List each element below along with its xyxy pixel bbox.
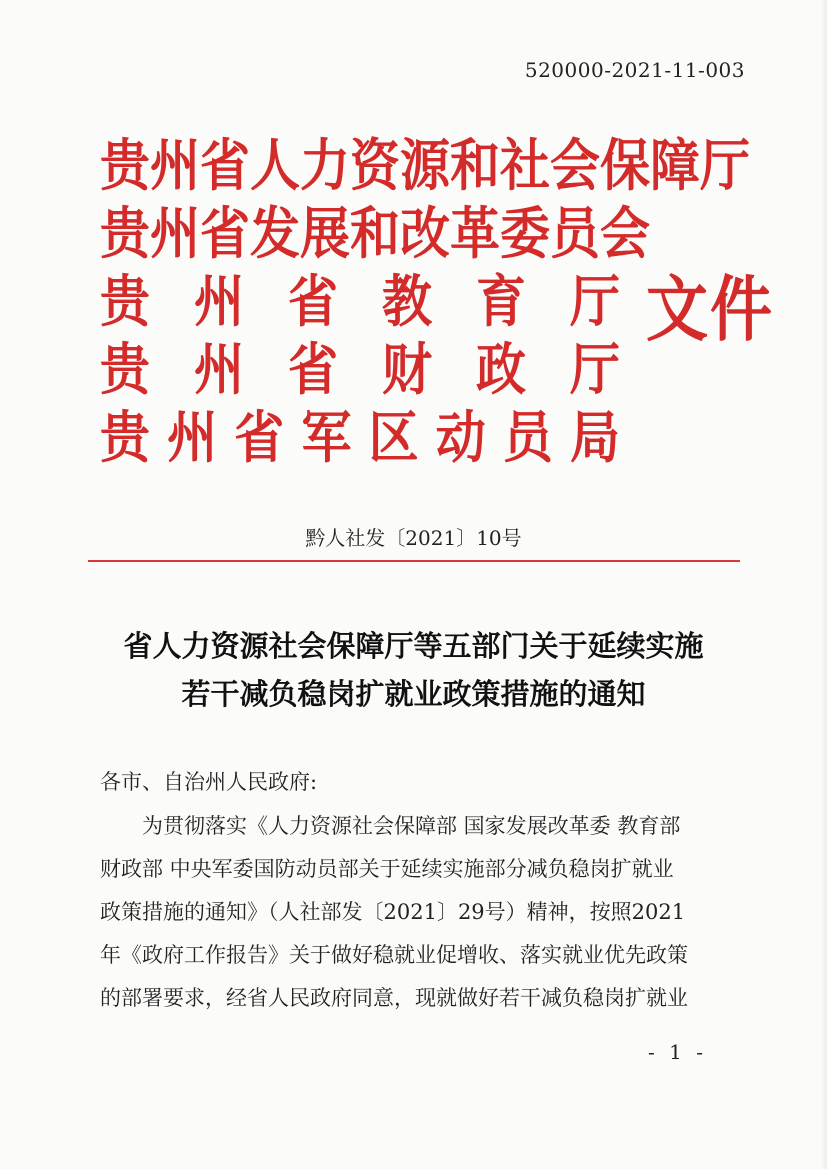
body-line: 的部署要求，经省人民政府同意，现就做好若干减负稳岗扩就业: [100, 986, 688, 1010]
scan-edge-shadow: [821, 0, 827, 1169]
issuer-char: 省: [200, 132, 250, 199]
issuer-char: 区: [368, 404, 419, 471]
issuer-char: 革: [450, 200, 500, 267]
issuer-char: 会: [550, 132, 600, 199]
issuer-char: 省: [288, 336, 338, 403]
issuer-char: 贵: [100, 404, 150, 471]
issuer-char: 教: [382, 268, 432, 335]
red-divider: [88, 560, 740, 562]
file-mark: 文件: [646, 267, 775, 352]
issuer-char: 展: [300, 200, 350, 267]
issuer-char: 州: [194, 268, 244, 335]
issuer-char: 厅: [570, 336, 620, 403]
issuer-char: 省: [200, 200, 250, 267]
issuer-education: [100, 264, 620, 340]
issuer-char: 和: [350, 200, 400, 267]
issuer-char: 会: [600, 200, 650, 267]
issuer-char: 贵: [100, 336, 150, 403]
body-line: 政策措施的通知》（人社部发〔2021〕29号）精神，按照2021: [100, 900, 686, 924]
issuer-military-mobilization: [100, 400, 620, 476]
issuer-char: 社: [500, 132, 550, 199]
issuer-char: 厅: [570, 268, 620, 335]
issuer-char: 州: [150, 132, 200, 199]
issuer-char: 州: [194, 336, 244, 403]
title-line: 若干减负稳岗扩就业政策措施的通知: [181, 677, 646, 711]
issuer-char: 贵: [100, 268, 150, 335]
issuer-ndrc: [100, 196, 650, 272]
issuer-char: 省: [288, 268, 338, 335]
issuer-char: 军: [301, 404, 352, 471]
issuer-char: 委: [500, 200, 550, 267]
salutation: 各市、自治州人民政府:: [100, 770, 318, 794]
issuer-char: 和: [450, 132, 500, 199]
body-line: 为贯彻落实《人力资源社会保障部 国家发展改革委 教育部: [142, 814, 681, 838]
issuer-char: 力: [300, 132, 350, 199]
issuer-char: 厅: [700, 132, 750, 199]
issuer-char: 人: [250, 132, 300, 199]
issuer-char: 发: [250, 200, 300, 267]
issuer-char: 育: [476, 268, 526, 335]
document-id: 520000-2021-11-003: [524, 58, 745, 82]
issuer-char: 员: [550, 200, 600, 267]
issuer-char: 资: [350, 132, 400, 199]
document-title: [0, 622, 827, 718]
body-paragraph: [100, 805, 715, 1020]
issuer-char: 障: [650, 132, 700, 199]
issuer-char: 贵: [100, 132, 150, 199]
page-number: - 1 -: [648, 1040, 707, 1064]
issuer-char: 改: [400, 200, 450, 267]
issuer-char: 动: [435, 404, 486, 471]
document-number: 黔人社发〔2021〕10号: [305, 526, 522, 550]
issuer-char: 源: [400, 132, 450, 199]
issuer-char: 政: [476, 336, 526, 403]
issuer-char: 州: [167, 404, 218, 471]
issuer-char: 贵: [100, 200, 150, 267]
issuer-char: 财: [382, 336, 432, 403]
issuer-char: 省: [234, 404, 285, 471]
title-line: 省人力资源社会保障厅等五部门关于延续实施: [123, 629, 704, 663]
issuer-char: 局: [569, 404, 620, 471]
issuer-char: 州: [150, 200, 200, 267]
issuer-char: 保: [600, 132, 650, 199]
body-line: 财政部 中央军委国防动员部关于延续实施部分减负稳岗扩就业: [100, 857, 674, 881]
issuer-finance: [100, 332, 620, 408]
issuer-char: 员: [502, 404, 553, 471]
body-line: 年《政府工作报告》关于做好稳就业促增收、落实就业优先政策: [100, 943, 688, 967]
issuer-hrss: [100, 128, 750, 204]
